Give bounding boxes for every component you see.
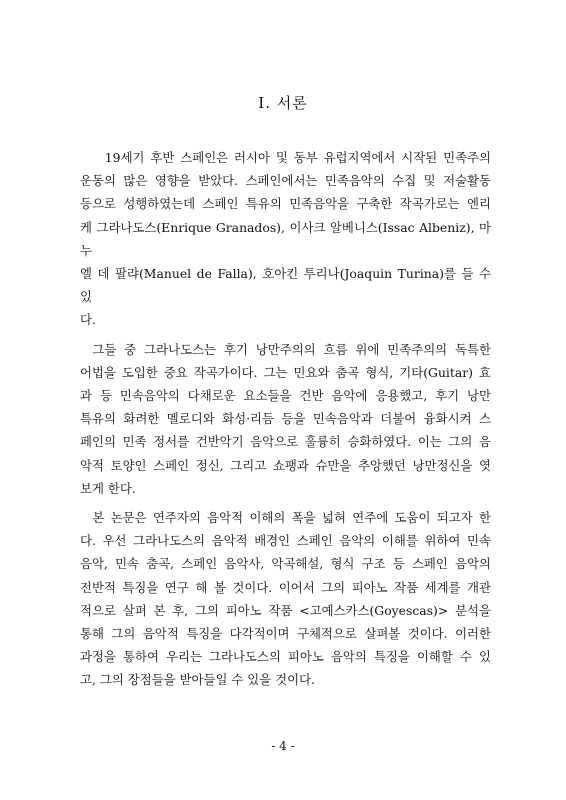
paragraph-line: 등으로 성행하였는데 스페인 특유의 민족음악을 구축한 작곡가로는 엔리 — [80, 196, 491, 212]
paragraph-line: 어법을 도입한 중요 작곡가이다. 그는 민요와 춤곡 형식, 기타(Guitar) 효 — [80, 364, 491, 380]
paragraph-line: 다. 우선 그라나도스의 음악적 배경인 스페인 음악의 이해를 위하여 민속 — [80, 533, 491, 549]
paragraph — [80, 146, 491, 332]
paragraph — [80, 338, 491, 500]
paragraph-line: 통해 그의 음악적 특징을 다각적이며 구체적으로 살펴볼 것이다. 이러한 — [80, 626, 491, 642]
paragraph-line: 고, 그의 장점들을 받아들일 수 있을 것이다. — [80, 672, 315, 688]
body-text — [80, 146, 491, 698]
paragraph-line: 악적 토양인 스페인 정신, 그리고 쇼팽과 슈만을 추앙했던 낭만정신을 엿 — [80, 457, 491, 473]
paragraph-line: 적으로 살펴 본 후, 그의 피아노 작품 <고예스카스(Goyescas)> 분석을 — [80, 602, 491, 618]
paragraph-line: 음악, 민속 춤곡, 스페인 음악사, 악곡해설, 형식 구조 등 스페인 음악의 — [80, 556, 491, 572]
paragraph-line: 본 논문은 연주자의 음악적 이해의 폭을 넓혀 연주에 도움이 되고자 한 — [92, 510, 491, 526]
paragraph-line: 운동의 많은 영향을 받았다. 스페인에서는 민족음악의 수집 및 저술활동 — [80, 173, 491, 189]
paragraph-line: 전반적 특징을 연구 해 볼 것이다. 이어서 그의 피아노 작품 세계를 개관 — [80, 579, 491, 595]
paragraph-line: 과정을 통하여 우리는 그라나도스의 피아노 음악의 특징을 이해할 수 있 — [80, 649, 491, 665]
paragraph-line: 다. — [80, 312, 96, 328]
paragraph — [80, 506, 491, 692]
paragraph-line: 엘 데 팔랴(Manuel de Falla), 호아킨 투리나(Joaquin Turina)를 들 수 있 — [80, 266, 491, 305]
paragraph-line: 19세기 후반 스페인은 러시아 및 동부 유럽지역에서 시작된 민족주의 — [104, 150, 491, 165]
page-number: - 4 - — [271, 739, 295, 753]
paragraph-line: 보게 한다. — [80, 480, 136, 496]
paragraph-line: 특유의 화려한 멜로디와 화성·리듬 등을 민속음악과 더불어 융화시켜 스 — [80, 411, 491, 427]
paragraph-line: 과 등 민속음악의 다채로운 요소들을 건반 음악에 응용했고, 후기 낭만 — [80, 388, 491, 404]
paragraph-line: 그들 중 그라나도스는 후기 낭만주의의 흐름 위에 민족주의의 독특한 — [92, 341, 491, 357]
section-heading: Ⅰ. 서론 — [258, 94, 308, 112]
paragraph-line: 페인의 민족 정서를 건반악기 음악으로 훌륭히 승화하였다. 이는 그의 음 — [80, 434, 491, 450]
paragraph-line: 케 그라나도스(Enrique Granados), 이사크 알베니스(Issac Albeniz), 마누 — [80, 219, 491, 258]
